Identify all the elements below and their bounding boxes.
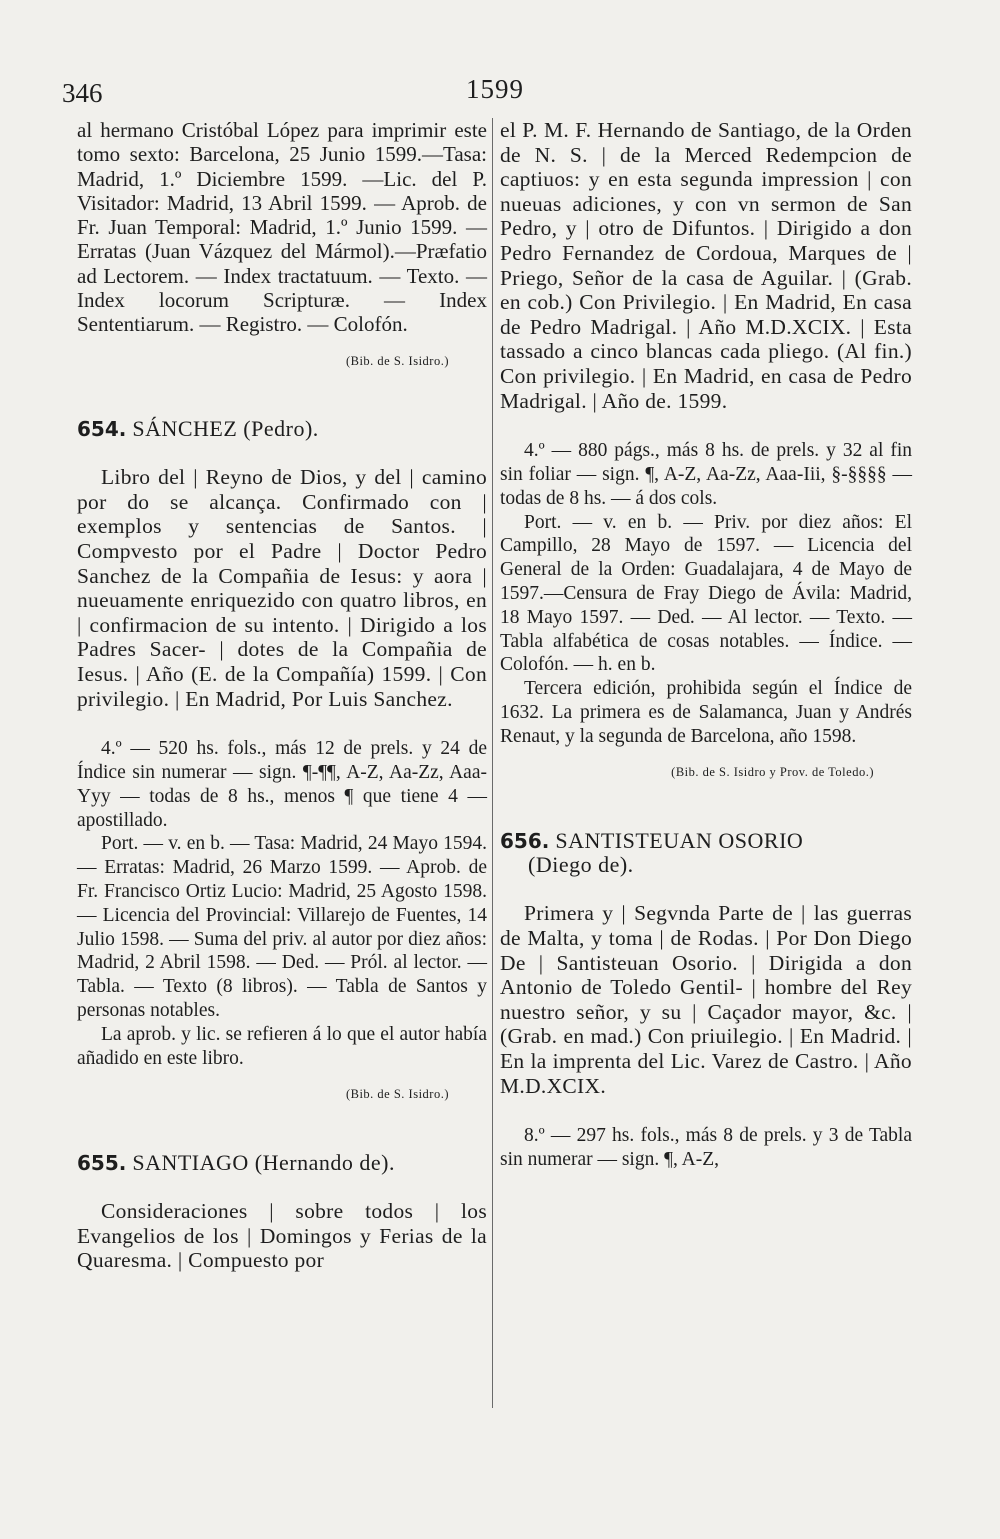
entry-654-heading xyxy=(77,417,487,441)
entry-656-heading xyxy=(500,829,912,878)
entry-654-title: Libro del | Reyno de Dios, y del | camino por do se alcança. Confirmado con | exemplos y sentencias de Santos. | Compvesto por el Padre | Doctor Pedro Sanchez de la Compañia de Iesus: y aora | nueuamente enriquezido con quatro libros, en | confirmacion de su intento. | Dirigido a los Padres Sacer- | dotes de la Compañia de Iesus. | Año (E. de la Compañía) 1599. | Con privilegio. | En Madrid, Por Luis Sanchez. xyxy=(77,465,487,711)
entry-656-author-cont: (Diego de). xyxy=(528,852,634,878)
entry-655-heading xyxy=(77,1151,487,1175)
entry-655-description: Port. — v. en b. — Priv. por diez años: El Campillo, 28 Mayo de 1597. — Licencia del General de la Orden: Guadalajara, 4 de Mayo de 1597.—Censura de Fray Diego de Ávila: Madrid, 18 Mayo 1597. — Ded. — Al lector. — Texto. — Tabla alfabética de cosas notables. — Índice. — Colofón. — h. en b. xyxy=(500,511,912,676)
entry-654-source: (Bib. de S. Isidro.) xyxy=(345,1087,449,1102)
right-column xyxy=(500,118,912,1172)
entry-655-title-start: Consideraciones | sobre todos | los Evangelios de los | Domingos y Ferias de la Quaresma. | Compuesto por xyxy=(77,1198,487,1273)
entry-656-number: 656. xyxy=(500,828,550,853)
entry-655-number: 655. xyxy=(77,1150,127,1175)
entry-654-number: 654. xyxy=(77,416,127,441)
entry-653-continuation: al hermano Cristóbal López para imprimir este tomo sexto: Barcelona, 25 Junio 1599.—Tasa: Madrid, 1.º Diciembre 1599. —Lic. del P. Visitador: Madrid, 13 Abril 1599. — Aprob. de Fr. Juan Temporal: Madrid, 1.º Junio 1599. — Erratas (Juan Vázquez del Mármol).—Præfatio ad Lectorem. — Index tractatuum. — Texto. — Index locorum Scripturæ. — Index Sententiarum. — Registro. — Colofón. xyxy=(77,118,487,337)
entry-653-source: (Bib. de S. Isidro.) xyxy=(345,353,449,368)
entry-655-collation: 4.º — 880 págs., más 8 hs. de prels. y 32 al fin sin foliar — sign. ¶, A-Z, Aa-Zz, Aaa-Iii, §-§§§§ — todas de 8 hs. — á dos cols. xyxy=(500,440,912,509)
entry-655-author: SANTIAGO (Hernando de). xyxy=(132,1149,395,1175)
entry-656-title: Primera y | Segvnda Parte de | las guerras de Malta, y toma | de Rodas. | Por Don Diego De | Santisteuan Osorio. | Dirigida a don Antonio de Toledo Gentil- | hombre del Rey nuestro señor, y su | Caçador mayor, &c. | (Grab. en mad.) Con priuilegio. | En Madrid. | En la imprenta del Lic. Varez de Castro. | Año M.D.XCIX. xyxy=(500,901,912,1098)
entry-654-author: SÁNCHEZ (Pedro). xyxy=(132,415,319,441)
entry-654-description: Port. — v. en b. — Tasa: Madrid, 24 Mayo 1594. — Erratas: Madrid, 26 Marzo 1599. — Aprob. de Fr. Francisco Ortiz Lucio: Madrid, 25 Agosto 1598. — Licencia del Provincial: Villarejo de Fuentes, 14 Julio 1598. — Suma del priv. al autor por diez años: Madrid, 2 Abril 1598. — Ded. — Pról. al lector. — Tabla. — Texto (8 libros). — Tabla de Santos y personas notables. xyxy=(77,833,487,1021)
entry-656-collation-start: 8.º — 297 hs. fols., más 8 de prels. y 3 de Tabla sin numerar — sign. ¶, A-Z, xyxy=(500,1125,912,1170)
running-head-year: 1599 xyxy=(466,74,524,104)
entry-655-source: (Bib. de S. Isidro y Prov. de Toledo.) xyxy=(671,765,874,780)
entry-656-author: SANTISTEUAN OSORIO xyxy=(555,827,804,853)
column-divider xyxy=(492,118,493,1408)
entry-654-note: La aprob. y lic. se refieren á lo que el autor había añadido en este libro. xyxy=(77,1023,487,1069)
entry-655-note: Tercera edición, prohibida según el Índice de 1632. La primera es de Salamanca, Juan y Andrés Renaut, y la segunda de Barcelona, año 1598. xyxy=(500,678,912,747)
entry-654-collation: 4.º — 520 hs. fols., más 12 de prels. y 24 de Índice sin numerar — sign. ¶-¶¶, A-Z, Aa-Zz, Aaa-Yyy — todas de 8 hs., menos ¶ que tiene 4 — apostillado. xyxy=(77,738,487,831)
left-column xyxy=(77,118,487,1273)
page-number: 346 xyxy=(62,78,103,108)
entry-655-title-end: el P. M. F. Hernando de Santiago, de la Orden de N. S. | de la Merced Redempcion de captiuos: y en esta segunda impression | con nueuas adiciones, y con vn sermon de San Pedro, y | otro de Difuntos. | Dirigido a don Pedro Fernandez de Cordoua, Marques de | Priego, Señor de la casa de Aguilar. | (Grab. en cob.) Con Privilegio. | En Madrid, En casa de Pedro Madrigal. | Año M.D.XCIX. | Esta tassado a cinco blancas cada pliego. (Al fin.) Con privilegio. | En Madrid, en casa de Pedro Madrigal. | Año de. 1599. xyxy=(500,118,912,413)
